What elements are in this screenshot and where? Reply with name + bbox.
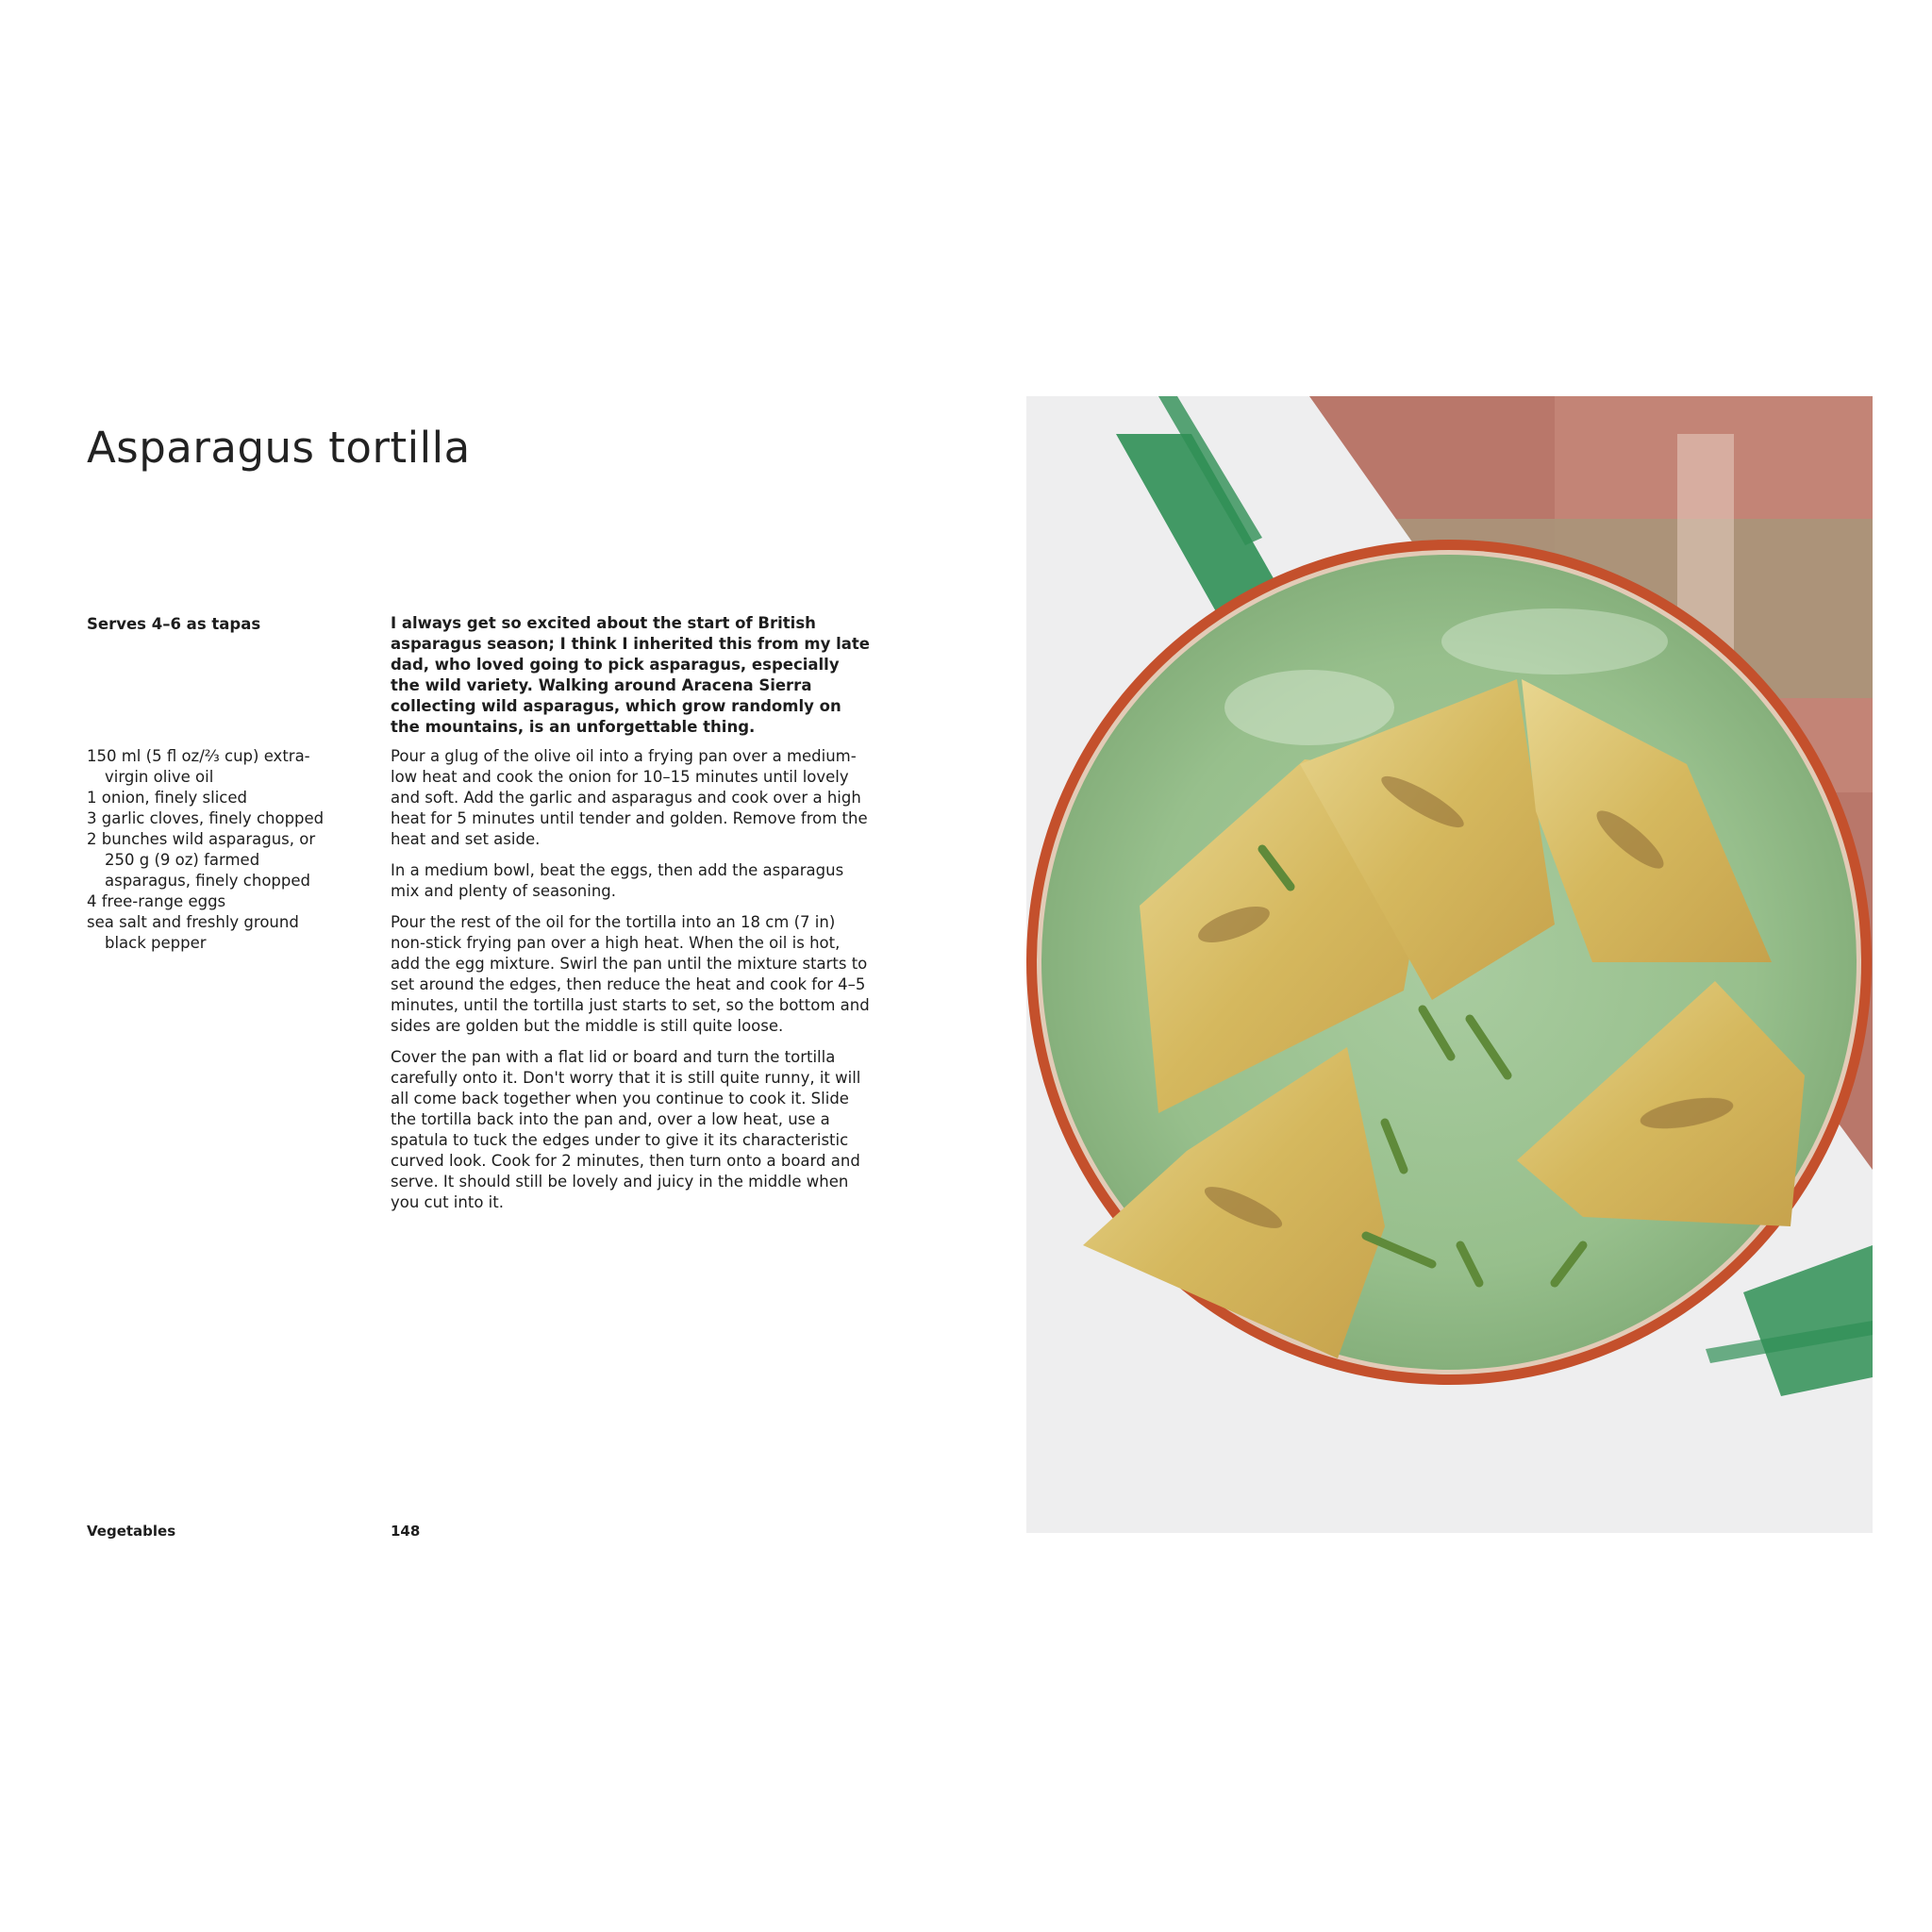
plate-sunlight bbox=[1441, 608, 1668, 675]
ingredient-item: 4 free-range eggs bbox=[87, 892, 226, 910]
method-steps bbox=[391, 746, 872, 1224]
recipe-intro: I always get so excited about the start of British asparagus season; I think I inherited this from my late dad, who loved going to pick asparagus, especially the wild variety. Walking around Aracena Sierra collecting wild asparagus, which grow randomly on the mountains, is an unforgettable thing. bbox=[391, 614, 870, 736]
page-number: 148 bbox=[391, 1523, 421, 1540]
method-step: In a medium bowl, beat the eggs, then add the asparagus mix and plenty of seasoning. bbox=[391, 861, 844, 900]
ingredient-item: sea salt and freshly ground black pepper bbox=[87, 913, 299, 952]
tortilla-photo-illustration bbox=[1026, 396, 1873, 1533]
recipe-title: Asparagus tortilla bbox=[87, 423, 471, 473]
ingredient-item: 2 bunches wild asparagus, or 250 g (9 oz) farmed asparagus, finely chopped bbox=[87, 830, 316, 890]
method-step: Pour a glug of the olive oil into a frying pan over a medium-low heat and cook the onion for 10–15 minutes until lovely and soft. Add the garlic and asparagus and cook over a high heat for 5 minutes until tender and golden. Remove from the heat and set aside. bbox=[391, 747, 868, 848]
method-step: Cover the pan with a flat lid or board and turn the tortilla carefully onto it. Don't worry that it is still quite runny, it will all come back together when you continue to cook it. Slide the tortilla back into the pan and, over a low heat, use a spatula to tuck the edges under to give it its characteristic curved look. Cook for 2 minutes, then turn onto a board and serve. It should still be lovely and juicy in the middle when you cut into it. bbox=[391, 1048, 861, 1211]
ingredients-list bbox=[87, 746, 341, 954]
plate-sunlight bbox=[1224, 670, 1394, 745]
ingredient-item: 3 garlic cloves, finely chopped bbox=[87, 809, 325, 827]
method-step: Pour the rest of the oil for the tortilla into an 18 cm (7 in) non-stick frying pan over a high heat. When the oil is hot, add the egg mixture. Swirl the pan until the mixture starts to set around the edges, then reduce the heat and cook for 4–5 minutes, until the tortilla just starts to set, so the bottom and sides are golden but the middle is still quite loose. bbox=[391, 913, 870, 1035]
ingredient-item: 150 ml (5 fl oz/⅔ cup) extra-virgin olive oil bbox=[87, 747, 310, 786]
ingredient-item: 1 onion, finely sliced bbox=[87, 789, 247, 807]
footer-section-name: Vegetables bbox=[87, 1523, 176, 1540]
tortilla-photo bbox=[1026, 396, 1873, 1533]
serves-note: Serves 4–6 as tapas bbox=[87, 615, 261, 633]
